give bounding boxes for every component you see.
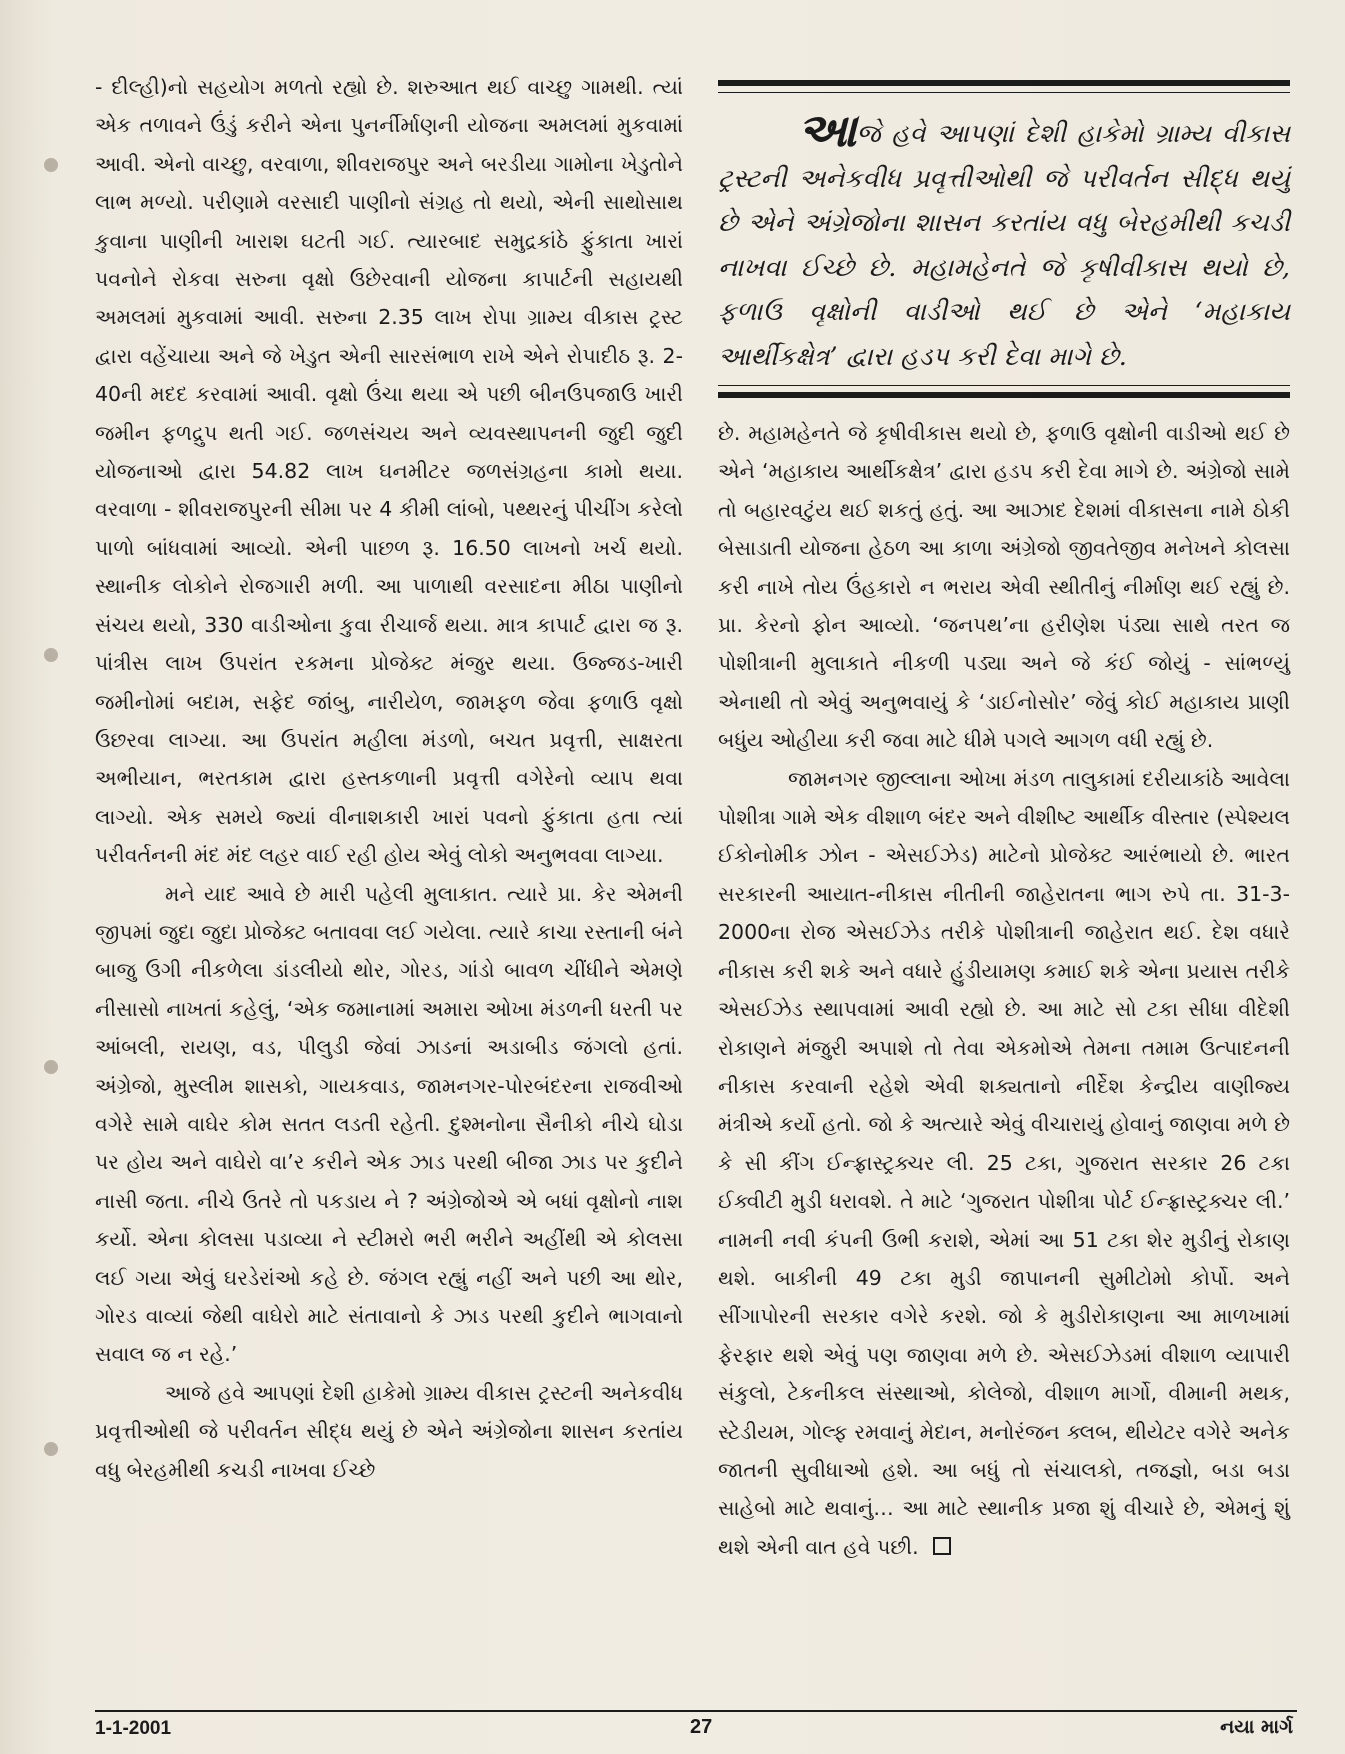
pull-quote-text: [718, 103, 1290, 379]
left-column: [95, 68, 683, 1489]
right-column: [718, 414, 1290, 1566]
right-paragraph-1: છે. મહામહેનતે જે કૃષીવીકાસ થયો છે, ફળાઉ વૃક્ષોની વાડીઓ થઈ છે એને ‘મહાકાય આર્થીકક્ષેત્ર’ દ્વારા હડપ કરી દેવા માગે છે. અંગ્રેજો સામે તો બહારવટુંય થઈ શકતું હતું. આ આઝાદ દેશમાં વીકાસના નામે ઠોકી બેસાડાતી યોજના હેઠળ આ કાળા અંગ્રેજો જીવતેજીવ મનેખને કોલસા કરી નાખે તોય ઉંહકારો ન ભરાય એવી સ્થીતીનું નીર્માણ થઈ રહ્યું છે. પ્રા. કેરનો ફોન આવ્યો. ‘જનપથ’ના હરીણેશ પંડ્યા સાથે તરત જ પોશીત્રાની મુલાકાતે નીકળી પડ્યા અને જે કંઈ જોયું - સાંભળ્યું એનાથી તો એવું અનુભવાયું કે ‘ડાઈનોસોર’ જેવું કોઈ મહાકાય પ્રાણી બધુંય ઓહીયા કરી જવા માટે ધીમે પગલે આગળ વધી રહ્યું છે.: [718, 421, 1290, 753]
pull-quote-body: જે હવે આપણાં દેશી હાકેમો ગ્રામ્ય વીકાસ ટ્રસ્ટની અનેકવીધ પ્રવૃત્તીઓથી જે પરીવર્તન સીદ્ધ થયું છે એને અંગ્રેજોના શાસન કરતાંય વધુ બેરહમીથી કચડી નાખવા ઈચ્છે છે. મહામહેનતે જે કૃષીવીકાસ થયો છે, ફળાઉ વૃક્ષોની વાડીઓ થઈ છે એને ‘મહાકાય આર્થીકક્ષેત્ર’ દ્વારા હડપ કરી દેવા માગે છે.: [718, 119, 1290, 372]
footer-date: 1-1-2001: [95, 1718, 172, 1739]
binding-hole: [44, 158, 58, 172]
footer-rule: [95, 1710, 1297, 1712]
binding-hole: [44, 1442, 58, 1456]
pull-quote-rule-bottom: [718, 385, 1290, 386]
page-number: 27: [690, 1716, 713, 1738]
right-paragraph-2-text: જામનગર જીલ્લાના ઓખા મંડળ તાલુકામાં દરીયાકાંઠે આવેલા પોશીત્રા ગામે એક વીશાળ બંદર અને વીશીષ્ટ આર્થીક વીસ્તાર (સ્પેશ્યલ ઈકોનોમીક ઝોન - એસઈઝેડ) માટેનો પ્રોજેક્ટ આરંભાયો છે. ભારત સરકારની આયાત-નીકાસ નીતીની જાહેરાતના ભાગ રુપે તા. 31-3-2000ના રોજ એસઈઝેડ તરીકે પોશીત્રાની જાહેરાત થઈ. દેશ વધારે નીકાસ કરી શકે અને વધારે હુંડીયામણ કમાઈ શકે એના પ્રયાસ તરીકે એસઈઝેડ સ્થાપવામાં આવી રહ્યો છે. આ માટે સો ટકા સીધા વીદેશી રોકાણને મંજુરી અપાશે તો તેવા એકમોએ તેમના તમામ ઉત્પાદનની નીકાસ કરવાની રહેશે એવી શક્યતાનો નીર્દેશ કેન્દ્રીય વાણીજ્ય મંત્રીએ કર્યો હતો. જો કે અત્યારે એવું વીચારાયું હોવાનું જાણવા મળે છે કે સી કીંગ ઈન્ફ્રાસ્ટ્રક્ચર લી. 25 ટકા, ગુજરાત સરકાર 26 ટકા ઈક્વીટી મુડી ધરાવશે. તે માટે ‘ગુજરાત પોશીત્રા પોર્ટ ઈન્ફ્રાસ્ટ્રક્ચર લી.’ નામની નવી કંપની ઉભી કરાશે, એમાં આ 51 ટકા શેર મુડીનું રોકાણ થશે. બાકીની 49 ટકા મુડી જાપાનની સુમીટોમો કોર્પો. અને સીંગાપોરની સરકાર વગેરે કરશે. જો કે મુડીરોકાણના આ માળખામાં ફેરફાર થશે એવું પણ જાણવા મળે છે. એસઈઝેડમાં વીશાળ વ્યાપારી સંકુલો, ટેકનીકલ સંસ્થાઓ, કોલેજો, વીશાળ માર્ગો, વીમાની મથક, સ્ટેડીયમ, ગોલ્ફ રમવાનું મેદાન, મનોરંજન ક્લબ, થીયેટર વગેરે અનેક જાતની સુવીધાઓ હશે. આ બધું તો સંચાલકો, તજજ્ઞો, બડા બડા સાહેબો માટે થવાનું… આ માટે સ્થાનીક પ્રજા શું વીચારે છે, એમનું શું થશે એની વાત હવે પછી.: [718, 766, 1290, 1559]
left-paragraph-2: મને યાદ આવે છે મારી પહેલી મુલાકાત. ત્યારે પ્રા. કેર એમની જીપમાં જુદા જુદા પ્રોજેક્ટ બતાવવા લઈ ગયેલા. ત્યારે કાચા રસ્તાની બંને બાજુ ઉગી નીકળેલા ડાંડલીયો થોર, ગોરડ, ગાંડો બાવળ ચીંધીને એમણે નીસાસો નાખતાં કહેલું, ‘એક જમાનામાં અમારા ઓખા મંડળની ધરતી પર આંબલી, રાયણ, વડ, પીલુડી જેવાં ઝાડનાં અડાબીડ જંગલો હતાં. અંગ્રેજો, મુસ્લીમ શાસકો, ગાયકવાડ, જામનગર-પોરબંદરના રાજવીઓ વગેરે સામે વાઘેર કોમ સતત લડતી રહેતી. દુશ્મનોના સૈનીકો નીચે ઘોડા પર હોય અને વાઘેરો વા’ર કરીને એક ઝાડ પરથી બીજા ઝાડ પર કુદીને નાસી જતા. નીચે ઉતરે તો પકડાય ને ? અંગ્રેજોએ એ બધાં વૃક્ષોનો નાશ કર્યો. એના કોલસા પડાવ્યા ને સ્ટીમરો ભરી ભરીને અહીંથી એ કોલસા લઈ ગયા એવું ઘરડેરાંઓ કહે છે. જંગલ રહ્યું નહીં અને પછી આ થોર, ગોરડ વાવ્યાં જેથી વાઘેરો માટે સંતાવાનો કે ઝાડ પરથી કુદીને ભાગવાનો સવાલ જ ન રહે.’: [95, 881, 683, 1367]
magazine-name: નયા માર્ગ: [1220, 1716, 1293, 1738]
left-paragraph-3: આજે હવે આપણાં દેશી હાકેમો ગ્રામ્ય વીકાસ ટ્રસ્ટની અનેકવીધ પ્રવૃત્તીઓથી જે પરીવર્તન સીદ્ધ થયું છે એને અંગ્રેજોના શાસન કરતાંય વધુ બેરહમીથી કચડી નાખવા ઈચ્છે: [95, 1380, 683, 1482]
binding-hole: [44, 648, 58, 662]
left-paragraph-1: - દીલ્હી)નો સહયોગ મળતો રહ્યો છે. શરુઆત થઈ વાચ્છુ ગામથી. ત્યાં એક તળાવને ઉંડું કરીને એના પુનર્નીર્માણની યોજના અમલમાં મુકવામાં આવી. એનો વાચ્છુ, વરવાળા, શીવરાજપુર અને બરડીયા ગામોના ખેડુતોને લાભ મળ્યો. પરીણામે વરસાદી પાણીનો સંગ્રહ તો થયો, એની સાથોસાથ કુવાના પાણીની ખારાશ ઘટતી ગઈ. ત્યારબાદ સમુદ્રકાંઠે ફુંકાતા ખારાં પવનોને રોકવા સરુના વૃક્ષો ઉછેરવાની યોજના કાપાર્ટની સહાયથી અમલમાં મુકવામાં આવી. સરુના 2.35 લાખ રોપા ગ્રામ્ય વીકાસ ટ્રસ્ટ દ્વારા વહેંચાયા અને જે ખેડુત એની સારસંભાળ રાખે એને રોપાદીઠ રૂ. 2-40ની મદદ કરવામાં આવી. વૃક્ષો ઉંચા થયા એ પછી બીનઉપજાઉ ખારી જમીન ફળદ્રુપ થતી ગઈ. જળસંચય અને વ્યવસ્થાપનની જુદી જુદી યોજનાઓ દ્વારા 54.82 લાખ ઘનમીટર જળસંગ્રહના કામો થયા. વરવાળા - શીવરાજપુરની સીમા પર 4 કીમી લાંબો, પથ્થરનું પીચીંગ કરેલો પાળો બાંધવામાં આવ્યો. એની પાછળ રૂ. 16.50 લાખનો ખર્ચ થયો. સ્થાનીક લોકોને રોજગારી મળી. આ પાળાથી વરસાદના મીઠા પાણીનો સંચય થયો, 330 વાડીઓના કુવા રીચાર્જ થયા. માત્ર કાપાર્ટ દ્વારા જ રૂ. પાંત્રીસ લાખ ઉપરાંત રકમના પ્રોજેક્ટ મંજુર થયા. ઉજ્જડ-ખારી જમીનોમાં બદામ, સફેદ જાંબુ, નારીયેળ, જામફળ જેવા ફળાઉ વૃક્ષો ઉછરવા લાગ્યા. આ ઉપરાંત મહીલા મંડળો, બચત પ્રવૃત્તી, સાક્ષરતા અભીયાન, ભરતકામ દ્વારા હસ્તકળાની પ્રવૃત્તી વગેરેનો વ્યાપ થવા લાગ્યો. એક સમયે જ્યાં વીનાશકારી ખારાં પવનો ફુંકાતા હતા ત્યાં પરીવર્તનની મંદ મંદ લહર વાઈ રહી હોય એવું લોકો અનુભવવા લાગ્યા.: [95, 75, 683, 868]
pull-quote-box: [718, 80, 1290, 398]
pull-quote-rule-top: [718, 92, 1290, 93]
binding-hole: [44, 1060, 58, 1074]
right-paragraph-2: [718, 760, 1290, 1567]
pull-quote-lead: આ: [798, 103, 857, 157]
end-of-article-mark: [933, 1537, 951, 1555]
